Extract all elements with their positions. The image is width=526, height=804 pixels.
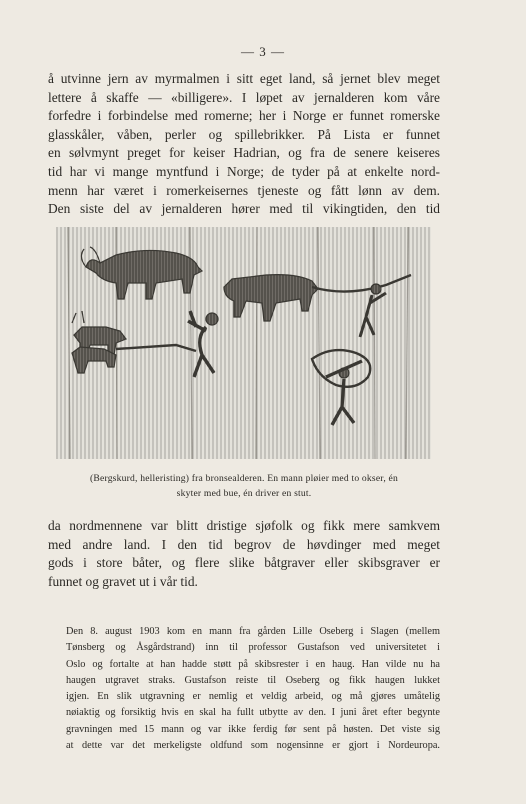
- paragraph-viking-age: [48, 517, 440, 591]
- caption-line: skyter med bue, én driver en stut.: [176, 487, 312, 499]
- text-line: at dette var det merkeligste oldfund som nogensinne er gjort i Nordeuropa.: [66, 740, 440, 752]
- text-line: forfedre i forbindelse med romerne; her i Norge er funnet romerske: [48, 108, 440, 124]
- text-line: haugen utgravet straks. Gustafson reiste til Oseberg og fikk haugen lukket: [66, 674, 440, 686]
- text-line: en sølvmynt preget for keiser Hadrian, og fra de senere keiseres: [48, 145, 440, 161]
- text-line: menn har været i romerkeisernes tjeneste og fått lønn av dem.: [48, 182, 440, 198]
- text-line: Oslo og fortalte at han hadde støtt på skibsrester i en haug. Han vilde nu ha: [66, 658, 440, 670]
- paragraph-oseberg: [48, 624, 440, 754]
- text-line: gravningen med 15 mann og var ikke ferdig før sent på høsten. Det viste sig: [66, 723, 440, 735]
- rock-carving-figure: [56, 227, 431, 459]
- text-line: glasskåler, våben, perler og spillebrikker. På Lista er funnet: [48, 126, 440, 142]
- text-line: med andre land. I den tid begrov de høvdinger med meget: [48, 536, 440, 552]
- paragraph-iron-age: [48, 70, 440, 219]
- text-line: igjen. En slik utgravning er nemlig et veldig arbeid, og må gjøres umåtelig: [66, 691, 440, 703]
- text-line: å utvinne jern av myrmalmen i sitt eget land, så jernet blev meget: [48, 71, 440, 86]
- text-line: Den siste del av jernalderen hører med til vikingtiden, den tid: [48, 201, 440, 217]
- text-line: nøiaktig og forsiktig hvis en skal ha fullt utbytte av den. I juni året efter begynte: [66, 707, 440, 719]
- figure-caption: [48, 472, 440, 501]
- rock-carving-image: [56, 227, 431, 459]
- text-line: lettere å skaffe — «billigere». I løpet av jernalderen kom våre: [48, 89, 440, 105]
- text-line: Den 8. august 1903 kom en mann fra gården Lille Oseberg i Slagen (mellem: [66, 626, 440, 637]
- text-line: Tønsberg og Åsgårdstrand) inn til professor Gustafson ved universitetet i: [66, 642, 440, 654]
- page-number: — 3 —: [241, 44, 285, 59]
- text-line: da nordmennene var blitt dristige sjøfolk og fikk mere samkvem: [48, 518, 440, 533]
- text-line: funnet og gravet ut i vår tid.: [48, 573, 198, 589]
- caption-line: (Bergskurd, helleristing) fra bronsealderen. En mann pløier med to okser, én: [90, 473, 398, 484]
- text-line: gods i store båter, og flere slike båtgraver eller skibsgraver er: [48, 555, 440, 571]
- text-line: tid har vi mange myntfund i Norge; de tyder på at enkelte nord-: [48, 163, 440, 179]
